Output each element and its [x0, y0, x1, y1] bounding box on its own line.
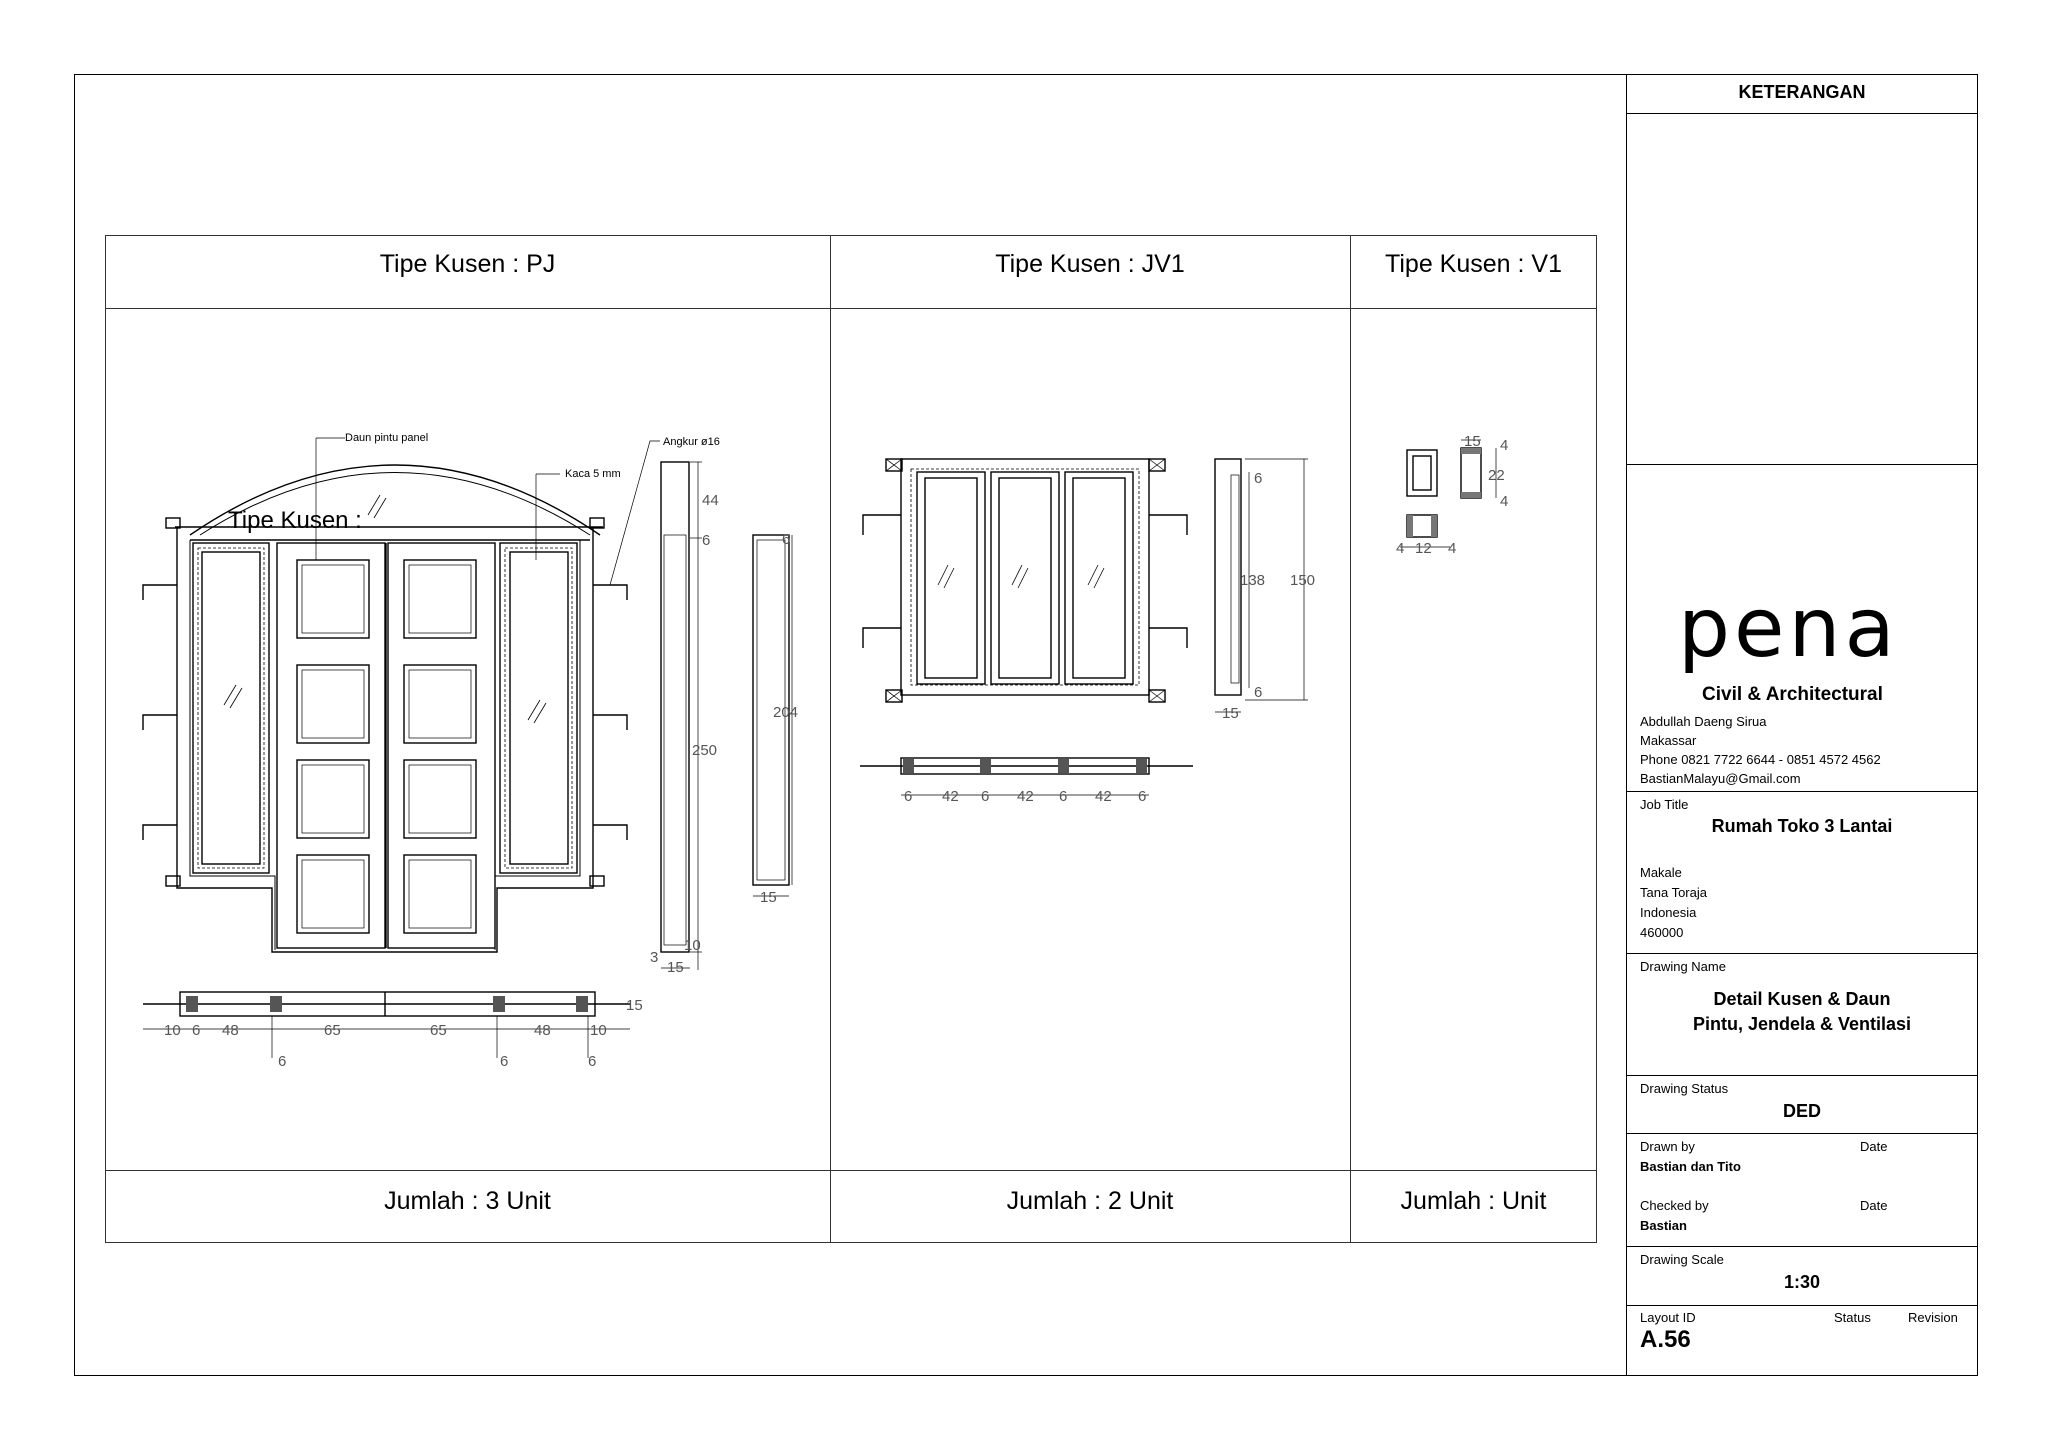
tb-line-3 — [1626, 791, 1978, 792]
jv1-dim-15: 15 — [1222, 705, 1239, 722]
drawing-scale: 1:30 — [1783, 1272, 1821, 1292]
v1-dim-b12: 12 — [1415, 540, 1432, 557]
header-jv1: Tipe Kusen : JV1 — [995, 250, 1185, 278]
v1-dim-b4a: 4 — [1396, 540, 1405, 557]
jv1-dim-138: 138 — [1240, 572, 1266, 589]
jv1-dim-150: 150 — [1290, 572, 1316, 589]
tb-line-2 — [1626, 464, 1978, 465]
date-label-1: Date — [1860, 1139, 1888, 1154]
status-label: Status — [1834, 1310, 1871, 1325]
header-v1: Tipe Kusen : V1 — [1385, 250, 1562, 278]
dim-250: 250 — [692, 742, 718, 759]
jv1-dim-6b: 6 — [1254, 684, 1263, 701]
v1-dim-22: 22 — [1488, 467, 1505, 484]
checked-by-label: Checked by — [1640, 1198, 1709, 1213]
location-line-4: 460000 — [1640, 925, 1684, 940]
location-line-3: Indonesia — [1640, 905, 1697, 920]
jv1-dim-b42a: 42 — [942, 788, 959, 805]
dim-b15: 15 — [626, 997, 643, 1014]
date-label-2: Date — [1860, 1198, 1888, 1213]
v1-dim-15: 15 — [1464, 433, 1481, 450]
dim-204: 204 — [773, 704, 799, 721]
tb-line-4 — [1626, 953, 1978, 954]
company-city: Makassar — [1640, 733, 1697, 748]
dim-15b: 15 — [760, 889, 777, 906]
jv1-dim-b42b: 42 — [1017, 788, 1034, 805]
revision-label: Revision — [1908, 1310, 1958, 1325]
jv1-dim-b6c: 6 — [1059, 788, 1068, 805]
dim-b6e: 6 — [588, 1053, 597, 1070]
tb-line-5 — [1626, 1075, 1978, 1076]
v1-dim-4b: 4 — [1500, 493, 1509, 510]
layout-id: A.56 — [1640, 1326, 1691, 1353]
job-title-label: Job Title — [1640, 797, 1689, 812]
tb-line-1 — [1626, 113, 1978, 114]
location-line-1: Makale — [1640, 865, 1682, 880]
company-phone: Phone 0821 7722 6644 - 0851 4572 4562 — [1640, 752, 1881, 767]
drawing-name-line-2: Pintu, Jendela & Ventilasi — [1692, 1014, 1912, 1034]
drawn-by: Bastian dan Tito — [1640, 1159, 1741, 1174]
layout-id-label: Layout ID — [1640, 1310, 1696, 1325]
company-email: BastianMalayu@Gmail.com — [1640, 771, 1801, 786]
callout-panel: Daun pintu panel — [345, 432, 429, 444]
job-title: Rumah Toko 3 Lantai — [1711, 816, 1893, 836]
v1-dim-4a: 4 — [1500, 437, 1509, 454]
dim-3: 3 — [650, 949, 659, 966]
overlay-label-pj: Tipe Kusen : — [228, 507, 362, 534]
count-pj: Jumlah : 3 Unit — [384, 1187, 551, 1215]
dim-b48a: 48 — [222, 1022, 239, 1039]
dim-6a: 6 — [702, 532, 711, 549]
drawing-name-line-1: Detail Kusen & Daun — [1713, 989, 1891, 1009]
keterangan-heading: KETERANGAN — [1738, 82, 1866, 102]
header-pj: Tipe Kusen : PJ — [379, 250, 556, 278]
pena-logo: pena — [1678, 581, 1899, 676]
dim-b6c: 6 — [278, 1053, 287, 1070]
tb-line-8 — [1626, 1305, 1978, 1306]
checked-by: Bastian — [1640, 1218, 1687, 1233]
dim-10a: 10 — [684, 937, 701, 954]
jv1-dim-b6d: 6 — [1138, 788, 1147, 805]
dim-b10b: 10 — [590, 1022, 607, 1039]
drawing-name-label: Drawing Name — [1640, 959, 1726, 974]
dim-b10a: 10 — [164, 1022, 181, 1039]
dim-b6d: 6 — [500, 1053, 509, 1070]
v1-dim-b4b: 4 — [1448, 540, 1457, 557]
drawn-by-label: Drawn by — [1640, 1139, 1695, 1154]
dim-b6a: 6 — [192, 1022, 201, 1039]
logo-subtitle: Civil & Architectural — [1702, 684, 1883, 705]
count-jv1: Jumlah : 2 Unit — [1006, 1187, 1174, 1215]
callout-anchor: Angkur ø16 — [663, 436, 720, 448]
dim-b65a: 65 — [324, 1022, 341, 1039]
count-v1: Jumlah : Unit — [1400, 1187, 1547, 1215]
jv1-dim-b42c: 42 — [1095, 788, 1112, 805]
title-block-divider — [1626, 74, 1627, 1376]
jv1-dim-6a: 6 — [1254, 470, 1263, 487]
dim-44: 44 — [702, 492, 719, 509]
tb-line-7 — [1626, 1246, 1978, 1247]
drawing-status: DED — [1782, 1101, 1821, 1121]
dim-15a: 15 — [667, 959, 684, 976]
dim-b48b: 48 — [534, 1022, 551, 1039]
drawing-scale-label: Drawing Scale — [1640, 1252, 1724, 1267]
jv1-dim-b6b: 6 — [981, 788, 990, 805]
drawing-status-label: Drawing Status — [1640, 1081, 1729, 1096]
company-name: Abdullah Daeng Sirua — [1640, 714, 1767, 729]
location-line-2: Tana Toraja — [1640, 885, 1707, 900]
tb-line-6 — [1626, 1133, 1978, 1134]
jv1-dim-b6a: 6 — [904, 788, 913, 805]
dim-b65b: 65 — [430, 1022, 447, 1039]
dim-6b: 6 — [782, 531, 791, 548]
callout-glass: Kaca 5 mm — [565, 468, 621, 480]
